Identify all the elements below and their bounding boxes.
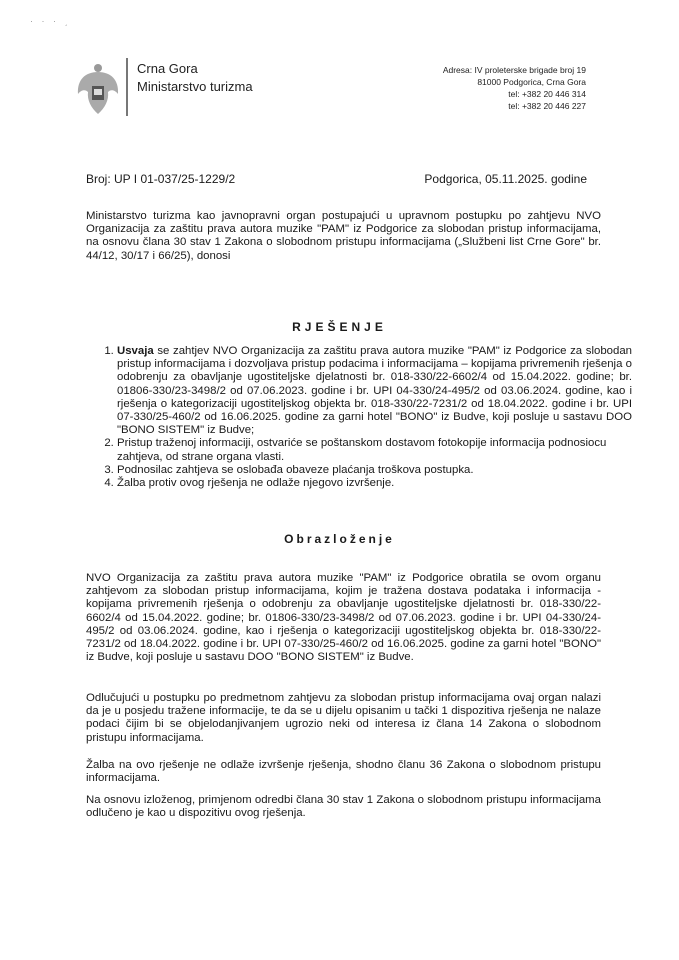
reasoning-paragraph: Žalba na ovo rješenje ne odlaže izvršenje rješenja, shodno članu 36 Zakona o slobodnom pristupu informacijama. <box>86 759 601 785</box>
address-block <box>443 64 586 112</box>
intro-paragraph: Ministarstvo turizma kao javnopravni organ postupajući u upravnom postupku po zahtjevu NVO Organizacija za zaštitu prava autora muzike "PAM" iz Podgorice za slobodan pristup informacijama, na osnovu člana 30 stav 1 Zakona o slobodnom pristupu informacijama („Službeni list Crne Gore" br. 44/12, 30/17 i 66/25), donosi <box>86 210 601 262</box>
place-date: Podgorica, 05.11.2025. godine <box>424 172 587 186</box>
scan-marks: · · · ˏ <box>30 16 71 26</box>
phone-line: tel: +382 20 446 227 <box>508 101 586 111</box>
decision-item-text: Podnosilac zahtjeva se oslobađa obaveze plaćanja troškova postupka. <box>117 463 474 476</box>
decision-list <box>86 345 632 490</box>
decision-item <box>117 345 632 437</box>
reference-number: Broj: UP I 01-037/25-1229/2 <box>86 172 236 186</box>
header-org <box>137 60 253 96</box>
decision-item <box>117 437 632 463</box>
coat-of-arms-logo <box>75 62 121 118</box>
decision-item-bold: Usvaja <box>117 345 154 357</box>
phone-line: tel: +382 20 446 314 <box>508 89 586 99</box>
ministry-name: Ministarstvo turizma <box>137 79 253 94</box>
header-divider <box>126 58 128 116</box>
decision-item-text: Žalba protiv ovog rješenja ne odlaže njegovo izvršenje. <box>117 477 395 490</box>
address-line: 81000 Podgorica, Crna Gora <box>477 77 586 87</box>
decision-title: RJEŠENJE <box>292 320 387 334</box>
reasoning-paragraph: NVO Organizacija za zaštitu prava autora muzike "PAM" iz Podgorice obratila se ovom organu zahtjevom za slobodan pristup informacijama, kojim je tražena dostava podataka i informacija - kopijama privremenih rješenja o odobrenju za obavljanje ugostiteljske djelatnosti br. 018-330/22-6602/4 od 15.04.2022. godine; br. 01806-330/23-3498/2 od 07.06.2023. godine i br. UPI 04-330/24-495/2 od 03.06.2024. godine, kao i rješenja o kategorizaciji ugostiteljskog objekta br. 018-330/22-7231/2 od 18.04.2022. godine i br. UPI 07-330/25-460/2 od 16.06.2025. godine za garni hotel "BONO" iz Budve, koji posluje u sastavu DOO "BONO SISTEM" iz Budve. <box>86 572 601 664</box>
decision-item <box>117 477 632 490</box>
decision-item-text: Pristup traženoj informaciji, ostvariće se poštanskom dostavom fotokopije informacija podnosiocu zahtjeva, od strane organa vlasti. <box>117 437 607 463</box>
reasoning-paragraph: Na osnovu izloženog, primjenom odredbi člana 30 stav 1 Zakona o slobodnom pristupu informacijama odlučeno je kao u dispozitivu ovog rješenja. <box>86 794 601 820</box>
address-line: Adresa: IV proleterske brigade broj 19 <box>442 65 586 75</box>
reasoning-title: Obrazloženje <box>284 532 395 546</box>
decision-item <box>117 464 632 477</box>
country-name: Crna Gora <box>137 61 198 76</box>
reasoning-paragraph: Odlučujući u postupku po predmetnom zahtjevu za slobodan pristup informacijama ovaj organ nalazi da je u posjedu tražene informacije, te da se u dijelu opisanim u tački 1 dispozitiva rješenja ne nalaze podaci čijim bi se objelodanjivanjem ugrozio neki od interesa iz člana 14 Zakona o slobodnom pristupu informacijama. <box>86 692 601 744</box>
decision-item-text: se zahtjev NVO Organizacija za zaštitu prava autora muzike "PAM" iz Podgorice za slobodan pristup informacijama i dozvoljava pristup podacima i informacijama – kopijama privremenih rješenja o odobrenju za obavljanje ugostiteljske djelatnosti br. 018-330/22-6602/4 od 15.04.2022. godine; br. 01806-330/23-3498/2 od 07.06.2023. godine i br. UPI 04-330/24-495/2 od 03.06.2024. godine, kao i rješenja o kategorizaciji ugostiteljskog objekta br. 018-330/22-7231/2 od 18.04.2022. godine i br. UPI 07-330/25-460/2 od 16.06.2025. godine za garni hotel "BONO" iz Budve, koji posluje u sastavu DOO "BONO SISTEM" iz Budve; <box>117 345 632 437</box>
